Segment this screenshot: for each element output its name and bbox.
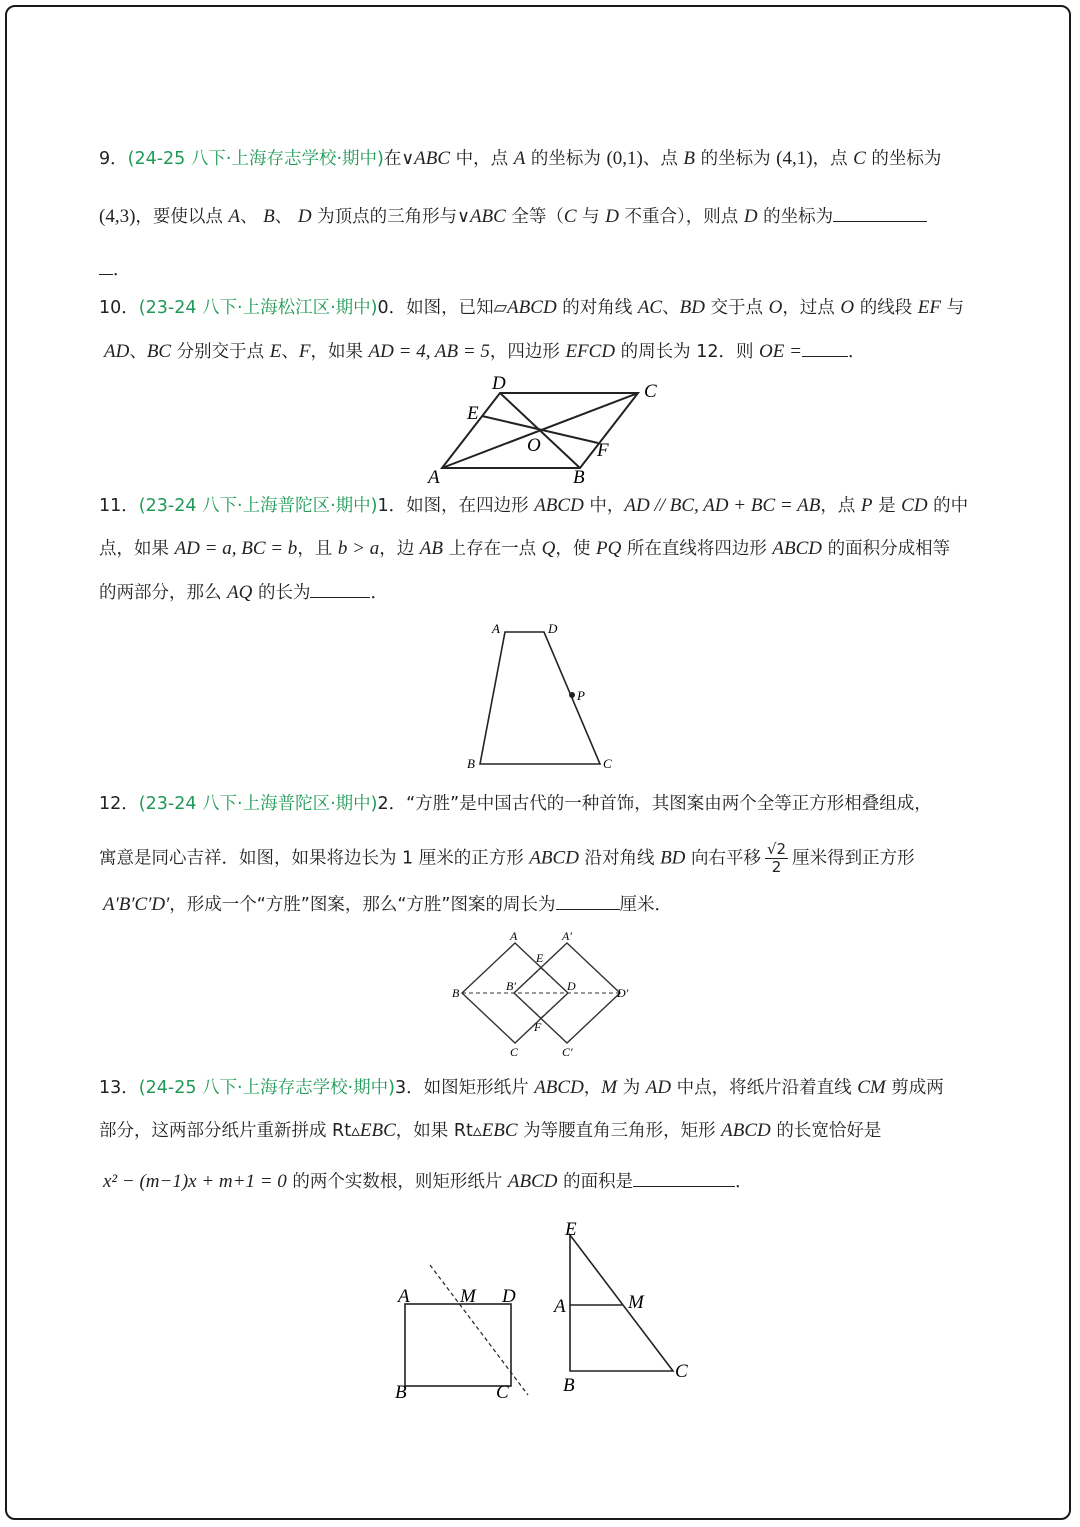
q11-line-3: 的两部分，那么 AQ 的长为 ． — [99, 579, 990, 606]
q9-line-1: 9．(24-25 八下·上海存志学校·期中)在∨ABC 中，点 A 的坐标为 (0,1)、点 B 的坐标为 (4,1)，点 C 的坐标为 — [99, 148, 942, 169]
q10-label-C: C — [644, 381, 657, 402]
q10-line-1: 10．(23-24 八下·上海松江区·期中)0．如图，已知▱ABCD 的对角线 AC、BD 交于点 O，过点 O 的线段 EF 与 — [99, 297, 965, 318]
q10-label-F: F — [597, 440, 609, 461]
q11-label-P: P — [577, 688, 585, 703]
q12-label-B: B — [452, 986, 460, 1000]
q12-label-F: F — [534, 1020, 542, 1034]
q13-label-E: E — [565, 1219, 577, 1240]
q9-answer-blank-cont[interactable] — [99, 256, 113, 275]
q13-label-A-right: A — [554, 1296, 566, 1317]
q13-label-B: B — [395, 1382, 407, 1403]
q12-label-D: D — [567, 979, 576, 993]
q12-sqrt2-over-2: $\frac{√2}{2}$ — [766, 840, 787, 876]
q11-line-2: 点，如果 AD = a, BC = b，且 b > a，边 AB 上存在一点 Q，使 PQ 所在直线将四边形 ABCD 的面积分成相等 — [99, 538, 951, 559]
q10-label-A: A — [428, 467, 440, 488]
q9-source: (24-25 八下·上海存志学校·期中) — [127, 149, 384, 169]
q11-label-D: D — [548, 621, 558, 636]
q13-line-2: 部分，这两部分纸片重新拼成 Rt▵EBC，如果 Rt▵EBC 为等腰直角三角形，矩形 ABCD 的长宽恰好是 — [99, 1120, 882, 1141]
q12-line-3: A′B′C′D′，形成一个“方胜”图案，那么“方胜”图案的周长为 厘米． — [103, 891, 990, 918]
q12-label-A: A — [510, 929, 518, 943]
q13-line-1: 13．(24-25 八下·上海存志学校·期中)3．如图矩形纸片 ABCD，M 为 AD 中点，将纸片沿着直线 CM 剪成两 — [99, 1077, 944, 1098]
q10-source: (23-24 八下·上海松江区·期中) — [138, 298, 378, 318]
q11-answer-blank[interactable] — [310, 579, 370, 598]
q10-line-2: AD、BC 分别交于点 E、F，如果 AD = 4, AB = 5，四边形 EFCD 的周长为 12．则 OE = ． — [104, 338, 990, 365]
q13-label-M: M — [460, 1286, 476, 1307]
q9-line-2: (4,3)，要使以点 A、 B、 D 为顶点的三角形与∨ABC 全等（C 与 D 不重合），则点 D 的坐标为 — [99, 203, 990, 230]
q10-answer-blank[interactable] — [802, 338, 848, 357]
q12-label-D-prime: D′ — [617, 986, 629, 1000]
q13-label-B-right: B — [563, 1375, 575, 1396]
q11-label-A: A — [492, 621, 500, 636]
q10-label-E: E — [467, 403, 479, 424]
q13-line-3: x² − (m−1)x + m+1 = 0 的两个实数根，则矩形纸片 ABCD 的面积是 ． — [103, 1168, 990, 1195]
q13-label-D: D — [502, 1286, 516, 1307]
q12-label-B-prime: B′ — [506, 979, 516, 993]
q11-label-C: C — [603, 756, 612, 771]
q11-trapezoid-figure — [460, 618, 630, 773]
q12-label-A-prime: A′ — [562, 929, 572, 943]
q9-answer-blank[interactable] — [833, 203, 927, 222]
q10-label-O: O — [527, 435, 541, 456]
q13-answer-blank[interactable] — [633, 1168, 735, 1187]
q12-label-C: C — [510, 1045, 519, 1059]
q12-label-E: E — [536, 951, 544, 965]
q13-label-A: A — [398, 1286, 410, 1307]
q9-line-3: ． — [99, 256, 990, 283]
q12-source: (23-24 八下·上海普陀区·期中) — [138, 794, 378, 814]
q13-rectangle-figure — [390, 1215, 700, 1403]
q13-label-C: C — [496, 1382, 509, 1403]
q13-label-C-right: C — [675, 1361, 688, 1382]
q11-label-B: B — [467, 756, 475, 771]
q11-source: (23-24 八下·上海普陀区·期中) — [138, 496, 378, 516]
q10-label-D: D — [492, 373, 506, 394]
q12-label-C-prime: C′ — [562, 1045, 573, 1059]
q12-line-2: 寓意是同心吉祥．如图，如果将边长为 1 厘米的正方形 ABCD 沿对角线 BD 向右平移 $\frac{√2}{2}$ 厘米得到正方形 — [99, 840, 915, 876]
q12-answer-blank[interactable] — [556, 891, 620, 910]
q11-line-1: 11．(23-24 八下·上海普陀区·期中)1．如图，在四边形 ABCD 中，AD // BC, AD + BC = AB，点 P 是 CD 的中 — [99, 495, 969, 516]
q10-label-B: B — [573, 467, 585, 488]
q12-line-1: 12．(23-24 八下·上海普陀区·期中)2．“方胜”是中国古代的一种首饰，其图案由两个全等正方形相叠组成， — [99, 794, 932, 814]
q12-fangsheng-figure — [448, 928, 638, 1058]
q13-label-M-right: M — [628, 1292, 644, 1313]
q10-parallelogram-figure — [420, 372, 670, 487]
q13-source: (24-25 八下·上海存志学校·期中) — [138, 1078, 395, 1098]
